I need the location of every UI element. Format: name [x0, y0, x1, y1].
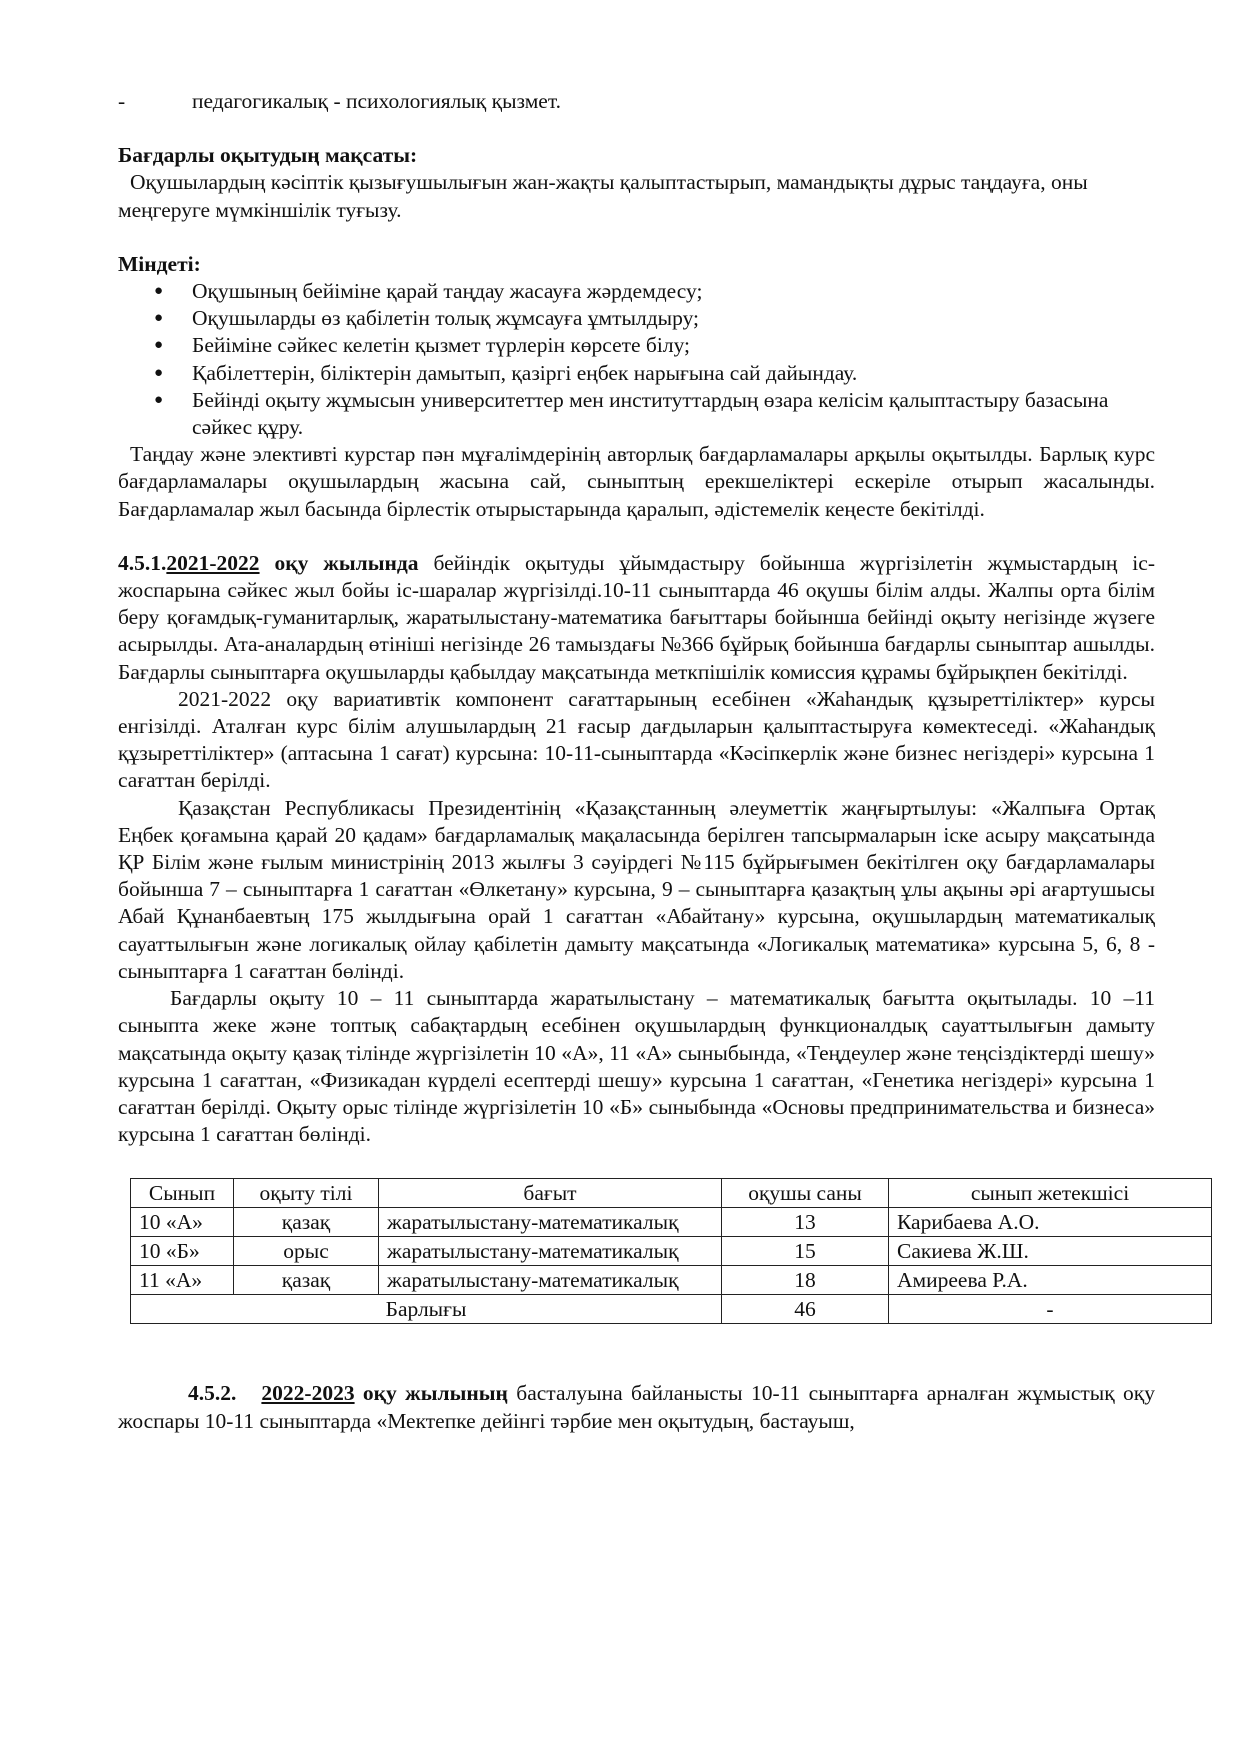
classes-table [130, 1178, 1212, 1324]
table-header-row [131, 1179, 1212, 1208]
section-year-suffix: оқу жылында [274, 550, 419, 575]
list-item: ● Бейінді оқыту жұмысын университеттер мен институттардың өзара келісім қалыптастыру базасына сәйкес құру. [118, 387, 1155, 441]
electives-paragraph: Таңдау және элективті курстар пән мұғалімдерінің авторлық бағдарламалары арқылы оқытылды. Барлық курс бағдарламалары оқушылардың жасына сай, сыныптың ерекшеліктері ескеріле отырып жасалынды. Бағдарламалар жыл басында бірлестік отырыстарында қаралып, әдістемелік кеңесте бекітілді. [118, 442, 1155, 521]
intro-item-text: педагогикалық - психологиялық қызмет. [192, 89, 562, 113]
bullet-icon: ● [154, 310, 164, 327]
dash-marker: - [118, 89, 126, 113]
table-row: 11 «А» қазақ жаратылыстану-математикалық 18 Амиреева Р.А. [131, 1266, 1212, 1295]
header-direction: бағыт [379, 1179, 722, 1208]
section-number: 4.5.1. [118, 550, 167, 575]
tasks-list [118, 278, 1155, 441]
header-language: оқыту тілі [234, 1179, 379, 1208]
variative-paragraph: 2021-2022 оқу вариативтік компонент сағаттарының есебінен «Жаһандық құзыреттіліктер» курсы енгізілді. Аталған курс білім алушылардың 21 ғасыр дағдыларын қалыптастыруға көмектеседі. «Жаһандық құзыреттіліктер» (аптасына 1 сағат) курсына: 10-11-сыныптарда «Кәсіпкерлік және бизнес негіздері» курсына 1 сағаттан берілді. [118, 686, 1155, 793]
document-page [118, 88, 1155, 1435]
president-paragraph: Қазақстан Республикасы Президентінің «Қазақстанның әлеуметтік жаңғыртылуы: «Жалпыға Ортақ Еңбек қоғамына қарай 20 қадам» бағдарламалық мақаласында берілген тапсырмаларын іске асыру мақсатында ҚР Білім және ғылым министрінің 2013 жылғы 3 сәуірдегі №115 бұйрығымен бекітілген оқу бағдарламалары бойынша 7 – сыныптарға 1 сағаттан «Өлкетану» курсына, 9 – сыныптарға қазақтың ұлы ақыны әрі ағартушысы Абай Құнанбаевтың 175 жылдығына орай 1 сағаттан «Абайтану» курсына, оқушылардың математикалық сауаттылығын және логикалық ойлау қабілетін дамыту мақсатында «Логикалық математика» курсына 5, 6, 8 - сыныптарға 1 сағаттан бөлінді. [118, 795, 1155, 983]
section-year: 2021-2022 [166, 550, 260, 575]
section-text: бейіндік оқытуды ұйымдастыру бойынша жүргізілетін жұмыстардың іс-жоспарына сәйкес жыл бойы іс-шаралар жүргізілді.10-11 сыныптарда 46 оқушы білім алды. Жалпы орта білім беру қоғамдық-гуманитарлық, жаратылыстану-математика бағыттары бойынша бейінді оқыту негізінде жүзеге асырылды. Ата-аналардың өтініші негізінде 26 тамыздағы №366 бұйрық бойынша бағдарлы сыныптар ашылды. Бағдарлы сыныптарға оқушыларды қабылдау мақсатында меткпішілік комиссия құрамы бұйрықпен бекітілді. [118, 550, 1155, 684]
list-item: ● Оқушыларды өз қабілетін толық жұмсауға ұмтылдыру; [118, 305, 1155, 332]
table-row: 10 «Б» орыс жаратылыстану-математикалық 15 Сакиева Ж.Ш. [131, 1237, 1212, 1266]
section-4-5-1-paragraph [118, 550, 1155, 686]
goal-heading: Бағдарлы оқытудың мақсаты: [118, 143, 418, 168]
total-label: Барлығы [131, 1295, 722, 1324]
table-row: 10 «А» қазақ жаратылыстану-математикалық 13 Карибаева А.О. [131, 1208, 1212, 1237]
goal-text: Оқушылардың кәсіптік қызығушылығын жан-жақты қалыптастырып, мамандықты дұрыс таңдауға, оны меңгеруге мүмкіншілік туғызу. [118, 170, 1088, 222]
list-item: ● Бейіміне сәйкес келетін қызмет түрлерін көрсете білу; [118, 332, 1155, 359]
header-teacher: сынып жетекшісі [889, 1179, 1212, 1208]
list-item: ● Оқушының бейіміне қарай таңдау жасауға жәрдемдесу; [118, 278, 1155, 305]
tasks-heading: Міндеті: [118, 251, 201, 276]
intro-list-item [118, 88, 1155, 115]
profile-paragraph: Бағдарлы оқыту 10 – 11 сыныптарда жаратылыстану – математикалық бағытта оқытылады. 10 –11 сыныпта жеке және топтық сабақтардың есебінен оқушылардың функционалдық сауаттылығын дамыту мақсатында оқыту қазақ тілінде жүргізілетін 10 «А», 11 «А» сыныбында, «Теңдеулер және теңсіздіктерді шешу» курсына 1 сағаттан, «Физикадан күрделі есептерді шешу» курсына 1 сағаттан, «Генетика негіздері» курсына 1 сағаттан берілді. Оқыту орыс тілінде жүргізілетін 10 «Б» сыныбында «Основы предпринимательства и бизнеса» курсына 1 сағаттан бөлінді. [118, 986, 1155, 1147]
section-year: 2022-2023 [261, 1381, 355, 1406]
section-text: басталуына байланысты 10-11 сыныптарға арналған жұмыстық оқу жоспары 10-11 сыныптарда «Мектепке дейінгі тәрбие мен оқытудың, бастауыш, [118, 1381, 1155, 1433]
bullet-icon: ● [154, 283, 164, 300]
header-student-count: оқушы саны [722, 1179, 889, 1208]
total-teacher: - [889, 1295, 1212, 1324]
bullet-icon: ● [154, 391, 164, 408]
section-number: 4.5.2. [188, 1381, 237, 1406]
section-4-5-2-paragraph [118, 1380, 1155, 1434]
table-total-row [131, 1295, 1212, 1324]
header-class: Сынып [131, 1179, 234, 1208]
list-item: ● Қабілеттерін, біліктерін дамытып, қазіргі еңбек нарығына сай дайындау. [118, 360, 1155, 387]
section-year-suffix: оқу жылының [362, 1381, 508, 1406]
bullet-icon: ● [154, 364, 164, 381]
total-count: 46 [722, 1295, 889, 1324]
bullet-icon: ● [154, 337, 164, 354]
